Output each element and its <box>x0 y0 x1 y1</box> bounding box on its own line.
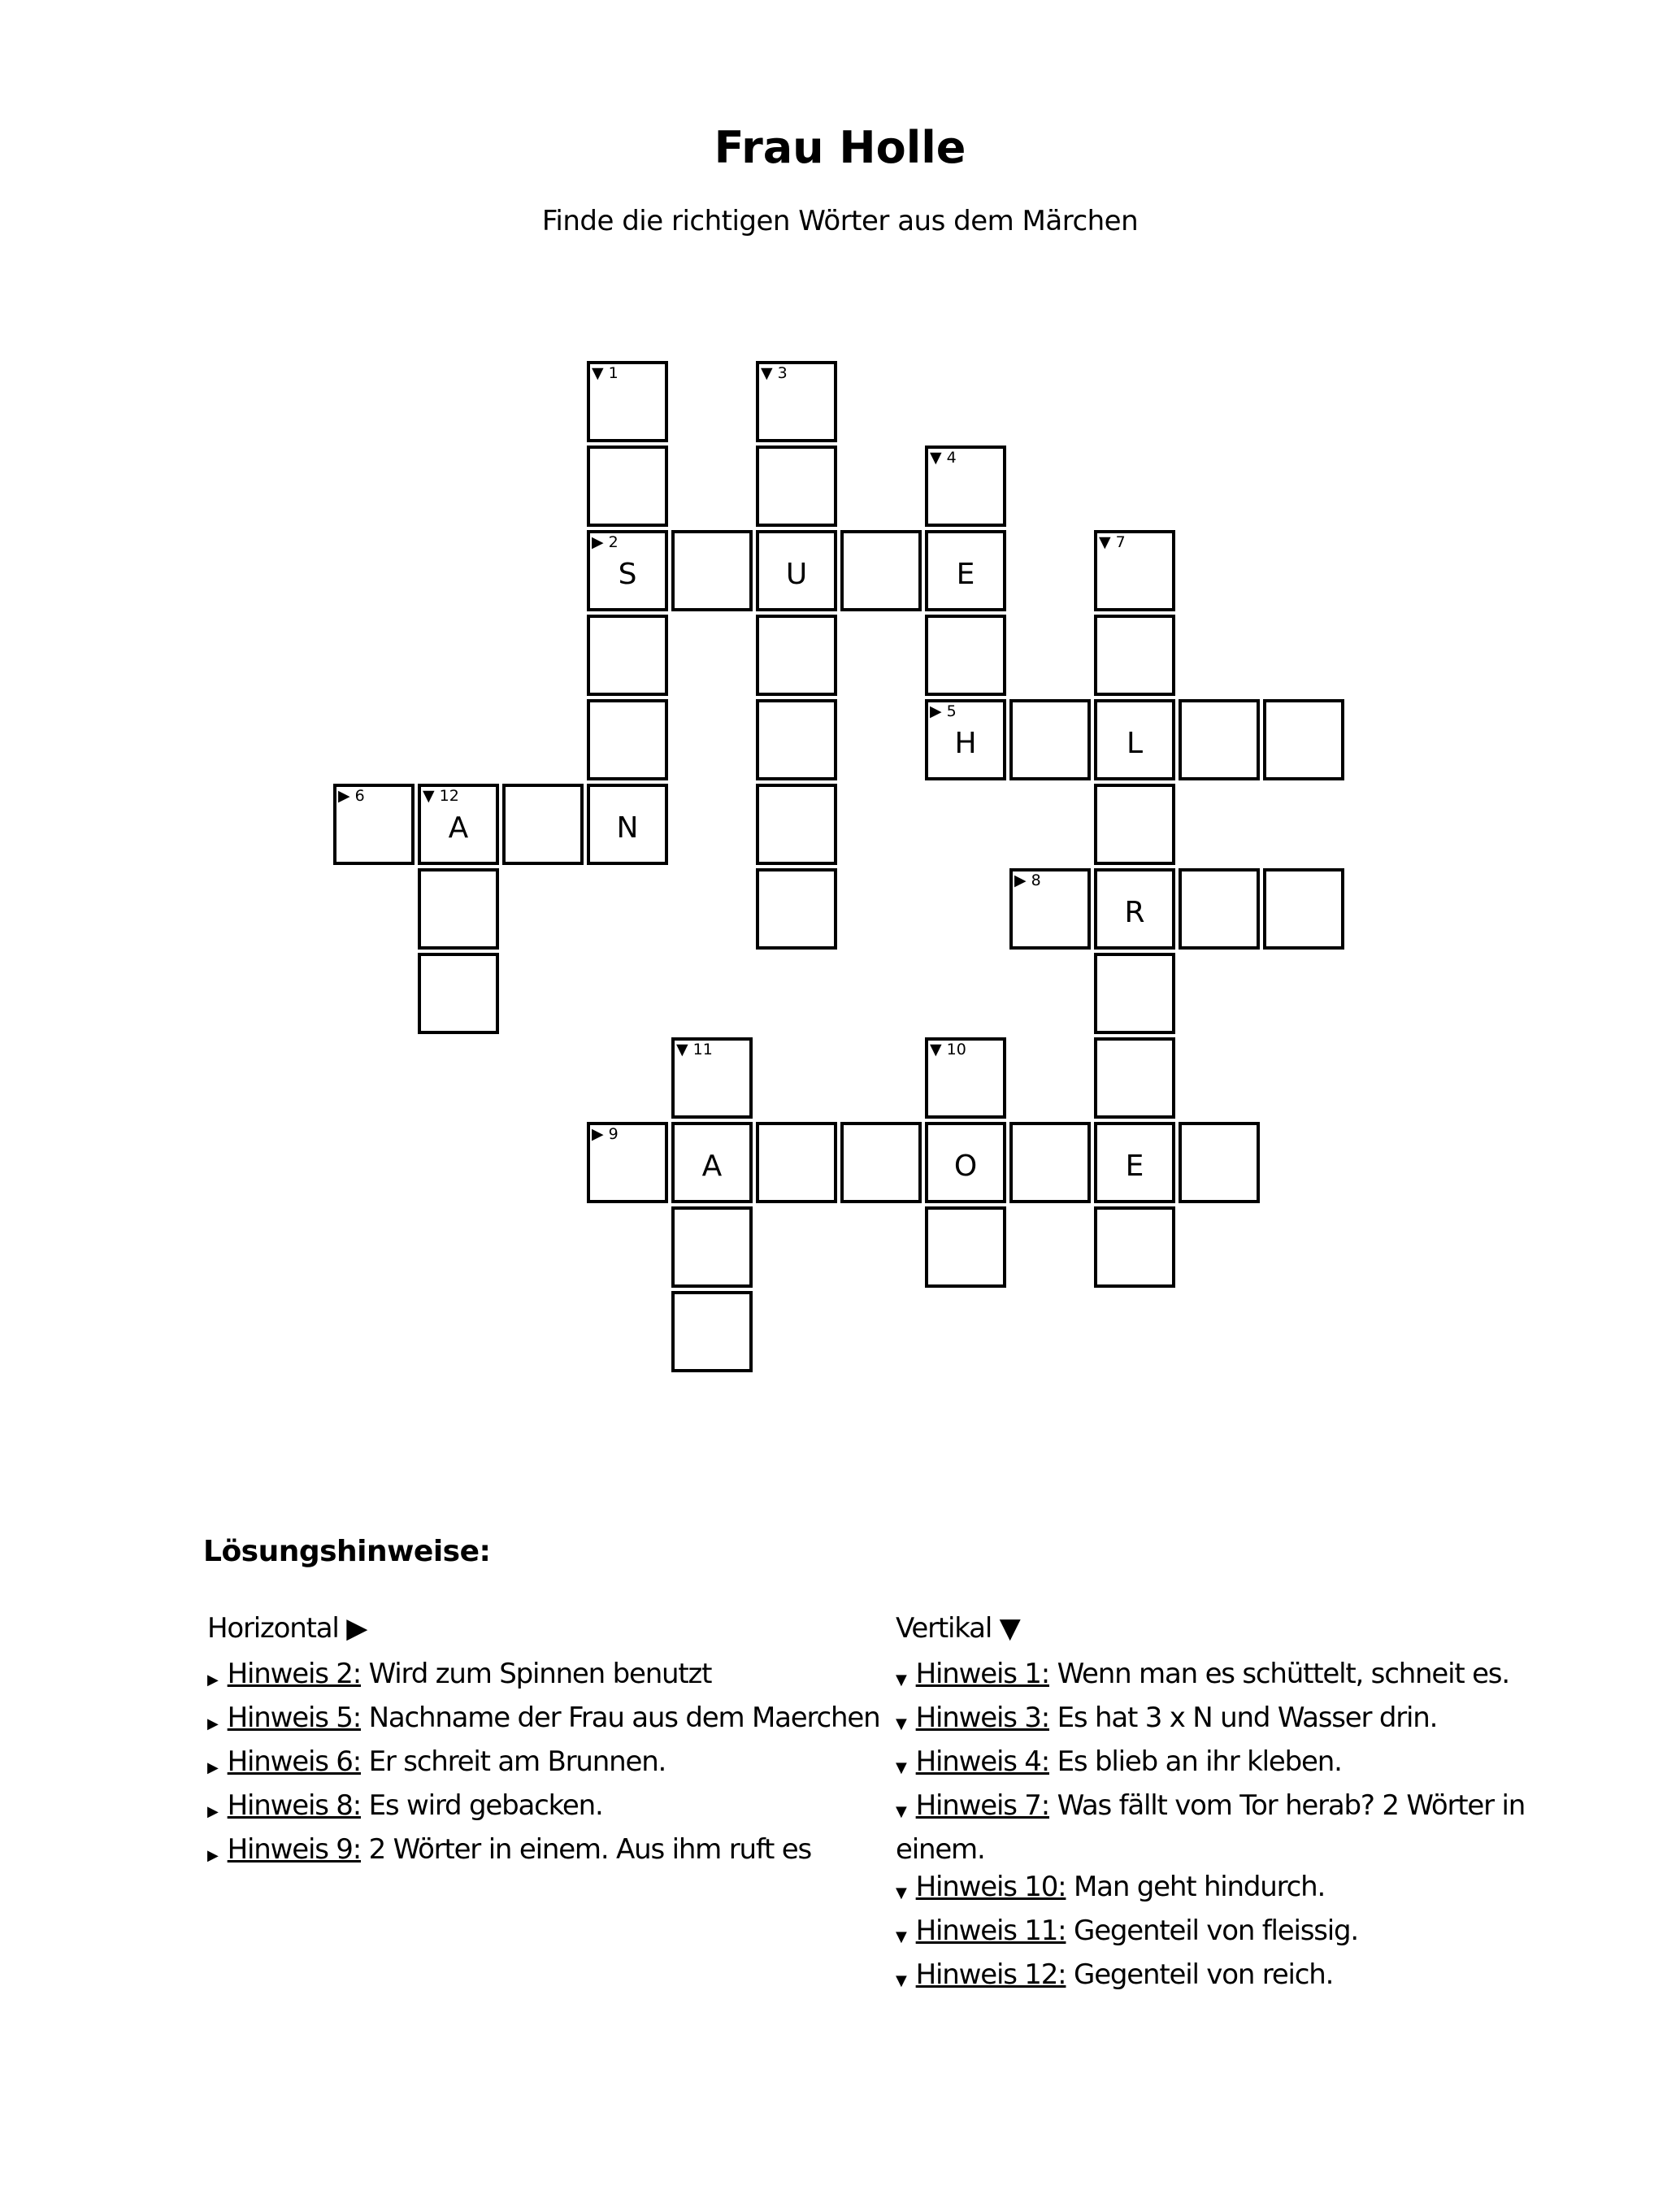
page-title: Frau Holle <box>714 122 966 173</box>
crossword-cell[interactable] <box>333 784 415 865</box>
crossword-cell[interactable] <box>1179 868 1260 950</box>
clue-text: Es blieb an ihr kleben. <box>1049 1745 1342 1778</box>
clue-number: ▶ 6 <box>338 787 365 805</box>
clue-text: Er schreit am Brunnen. <box>361 1745 666 1778</box>
crossword-cell[interactable] <box>1263 868 1344 950</box>
clue-item <box>896 1912 1578 1956</box>
crossword-cell[interactable] <box>671 530 753 611</box>
crossword-cell[interactable] <box>925 446 1006 527</box>
clue-item <box>207 1831 882 1875</box>
cell-letter: L <box>1126 727 1144 760</box>
clue-item <box>896 1655 1578 1699</box>
crossword-cell[interactable] <box>756 361 837 442</box>
crossword-cell[interactable] <box>1179 699 1260 780</box>
clue-number: ▼ 3 <box>761 364 788 382</box>
crossword-cell[interactable] <box>587 1122 668 1203</box>
clue-label: Hinweis 5: <box>227 1702 361 1734</box>
vertical-clues <box>896 1610 1578 2000</box>
crossword-cell[interactable] <box>1094 868 1175 950</box>
cell-letter: A <box>701 1150 723 1183</box>
crossword-cell[interactable] <box>1179 1122 1260 1203</box>
crossword-cell[interactable] <box>925 1122 1006 1203</box>
clue-item <box>896 1868 1578 1912</box>
clue-text: Was fällt vom Tor herab? 2 Wörter in einem. <box>896 1789 1526 1866</box>
clue-item <box>207 1743 882 1787</box>
crossword-cell[interactable] <box>1094 530 1175 611</box>
clue-number: ▼ 10 <box>930 1041 966 1058</box>
crossword-cell[interactable] <box>1094 699 1175 780</box>
arrow-right-icon: ▶ <box>207 1671 218 1689</box>
crossword-cell[interactable] <box>1094 615 1175 696</box>
clue-text: Nachname der Frau aus dem Maerchen <box>361 1702 880 1734</box>
clue-number: ▼ 7 <box>1099 533 1126 551</box>
crossword-cell[interactable] <box>418 868 499 950</box>
crossword-cell[interactable] <box>756 784 837 865</box>
crossword-cell[interactable] <box>756 1122 837 1203</box>
crossword-cell[interactable] <box>587 446 668 527</box>
arrow-down-icon: ▼ <box>896 1715 906 1732</box>
crossword-cell[interactable] <box>671 1122 753 1203</box>
arrow-right-icon: ▶ <box>207 1759 218 1776</box>
clue-number: ▼ 11 <box>676 1041 713 1058</box>
crossword-cell[interactable] <box>925 530 1006 611</box>
clue-text: 2 Wörter in einem. Aus ihm ruft es <box>361 1833 811 1866</box>
crossword-cell[interactable] <box>756 446 837 527</box>
clue-number: ▼ 1 <box>592 364 619 382</box>
clue-text: Wenn man es schüttelt, schneit es. <box>1049 1658 1509 1690</box>
clue-item <box>207 1787 882 1831</box>
cell-letter: S <box>618 558 637 591</box>
clue-number: ▶ 5 <box>930 702 957 720</box>
cell-letter: A <box>448 811 469 845</box>
crossword-cell[interactable] <box>587 361 668 442</box>
clue-label: Hinweis 8: <box>227 1789 361 1822</box>
crossword-cell[interactable] <box>671 1291 753 1372</box>
crossword-cell[interactable] <box>756 530 837 611</box>
clue-text: Es wird gebacken. <box>361 1789 603 1822</box>
clue-label: Hinweis 7: <box>915 1789 1049 1822</box>
clue-item <box>207 1655 882 1699</box>
cell-letter: R <box>1124 896 1145 929</box>
clue-text: Es hat 3 x N und Wasser drin. <box>1049 1702 1438 1734</box>
crossword-cell[interactable] <box>1009 699 1091 780</box>
arrow-right-icon: ▶ <box>207 1803 218 1820</box>
crossword-cell[interactable] <box>587 530 668 611</box>
crossword-cell[interactable] <box>418 784 499 865</box>
horizontal-clues <box>207 1610 882 1875</box>
crossword-cell[interactable] <box>840 1122 922 1203</box>
cell-letter: E <box>956 558 975 591</box>
crossword-cell[interactable] <box>587 699 668 780</box>
crossword-cell[interactable] <box>925 1037 1006 1119</box>
arrow-down-icon: ▼ <box>896 1972 906 1989</box>
horizontal-heading: Horizontal ▶ <box>207 1612 367 1645</box>
crossword-cell[interactable] <box>418 953 499 1034</box>
arrow-down-icon: ▼ <box>896 1671 906 1689</box>
cell-letter: N <box>616 811 639 845</box>
clue-text: Man geht hindurch. <box>1066 1871 1326 1903</box>
clue-item <box>896 1787 1578 1868</box>
clue-label: Hinweis 9: <box>227 1833 361 1866</box>
clue-number: ▼ 4 <box>930 449 957 467</box>
crossword-cell[interactable] <box>925 1206 1006 1288</box>
crossword-cell[interactable] <box>1094 1037 1175 1119</box>
clue-label: Hinweis 3: <box>915 1702 1049 1734</box>
arrow-right-icon: ▶ <box>207 1847 218 1864</box>
cell-letter: H <box>954 727 977 760</box>
clue-label: Hinweis 1: <box>915 1658 1049 1690</box>
cell-letter: E <box>1125 1150 1144 1183</box>
clue-item <box>896 1956 1578 2000</box>
crossword-cell[interactable] <box>1094 953 1175 1034</box>
crossword-cell[interactable] <box>756 868 837 950</box>
crossword-cell[interactable] <box>502 784 584 865</box>
crossword-cell[interactable] <box>1094 784 1175 865</box>
arrow-down-icon: ▼ <box>896 1759 906 1776</box>
clue-label: Hinweis 11: <box>915 1915 1066 1947</box>
arrow-down-icon: ▼ <box>896 1884 906 1902</box>
page-subtitle: Finde die richtigen Wörter aus dem Märchen <box>541 205 1139 237</box>
crossword-cell[interactable] <box>1263 699 1344 780</box>
clue-text: Gegenteil von reich. <box>1066 1958 1334 1991</box>
clue-item <box>896 1743 1578 1787</box>
crossword-cell[interactable] <box>840 530 922 611</box>
clue-number: ▶ 8 <box>1014 871 1041 889</box>
vertical-heading: Vertikal ▼ <box>896 1612 1020 1645</box>
clue-label: Hinweis 12: <box>915 1958 1066 1991</box>
arrow-down-icon: ▼ <box>896 1803 906 1820</box>
clue-label: Hinweis 2: <box>227 1658 361 1690</box>
crossword-cell[interactable] <box>587 615 668 696</box>
clue-number: ▼ 12 <box>423 787 459 805</box>
cell-letter: U <box>785 558 808 591</box>
crossword-cell[interactable] <box>925 615 1006 696</box>
crossword-cell[interactable] <box>756 699 837 780</box>
clue-label: Hinweis 10: <box>915 1871 1066 1903</box>
arrow-down-icon: ▼ <box>896 1928 906 1945</box>
clue-item <box>896 1699 1578 1743</box>
crossword-cell[interactable] <box>756 615 837 696</box>
clue-text: Gegenteil von fleissig. <box>1066 1915 1359 1947</box>
clue-label: Hinweis 6: <box>227 1745 361 1778</box>
crossword-grid <box>333 361 1349 1377</box>
crossword-cell[interactable] <box>671 1037 753 1119</box>
crossword-cell[interactable] <box>587 784 668 865</box>
clue-label: Hinweis 4: <box>915 1745 1049 1778</box>
crossword-cell[interactable] <box>1094 1122 1175 1203</box>
crossword-cell[interactable] <box>671 1206 753 1288</box>
crossword-cell[interactable] <box>1009 1122 1091 1203</box>
clue-text: Wird zum Spinnen benutzt <box>361 1658 712 1690</box>
clue-item <box>207 1699 882 1743</box>
clue-number: ▶ 2 <box>592 533 619 551</box>
crossword-cell[interactable] <box>925 699 1006 780</box>
clue-number: ▶ 9 <box>592 1125 619 1143</box>
arrow-right-icon: ▶ <box>207 1715 218 1732</box>
crossword-cell[interactable] <box>1009 868 1091 950</box>
crossword-cell[interactable] <box>1094 1206 1175 1288</box>
cell-letter: O <box>953 1150 978 1183</box>
clues-heading: Lösungshinweise: <box>203 1535 491 1568</box>
